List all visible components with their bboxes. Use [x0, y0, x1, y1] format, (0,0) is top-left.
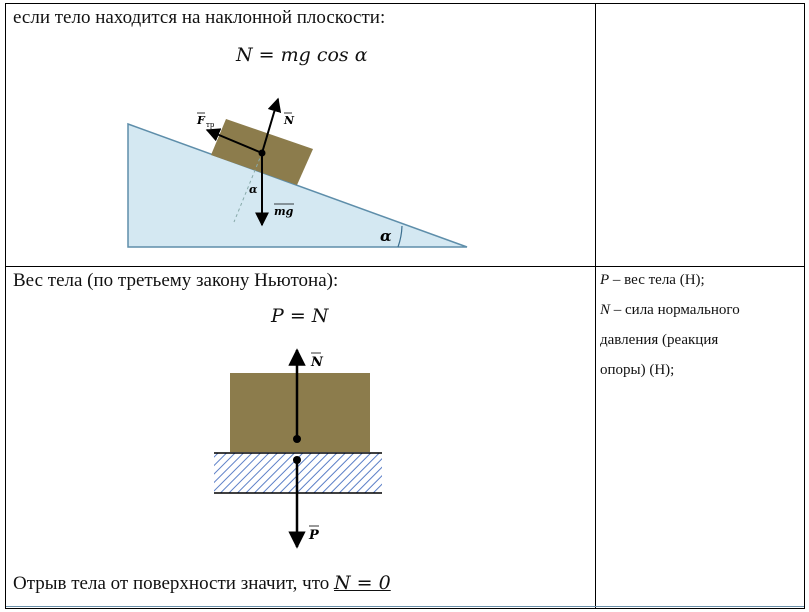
- weight-label: mg: [274, 205, 294, 218]
- normal-label: N: [284, 114, 295, 127]
- conclusion-text: Отрыв тела от поверхности значит, что: [13, 573, 335, 594]
- note-line: давления (реакция: [600, 332, 719, 348]
- incline-intro: если тело находится на наклонной плоскости:: [13, 7, 386, 28]
- weight-intro: Вес тела (по третьему закону Ньютона):: [13, 270, 339, 291]
- conclusion: [13, 572, 391, 595]
- block-center-point: [293, 435, 301, 443]
- small-angle-label: α: [249, 183, 258, 196]
- note-line: N – сила нормального: [600, 302, 740, 318]
- surface-weight-label: P: [309, 528, 319, 543]
- surface-contact-point: [293, 456, 301, 464]
- incline-angle-label: α: [380, 227, 392, 245]
- conclusion-formula: N = 0: [334, 572, 391, 594]
- note-line: опоры) (Н);: [600, 362, 675, 378]
- incline-formula: N = mg cos α: [236, 44, 368, 66]
- friction-sub-label: тр: [206, 121, 215, 129]
- center-point: [259, 150, 266, 157]
- inclined-plane: [128, 124, 467, 247]
- friction-label: F: [197, 114, 205, 127]
- note-line: P – вес тела (Н);: [600, 272, 705, 288]
- notes: [600, 265, 740, 385]
- surface-normal-label: N: [311, 355, 323, 370]
- weight-formula: P = N: [271, 305, 329, 327]
